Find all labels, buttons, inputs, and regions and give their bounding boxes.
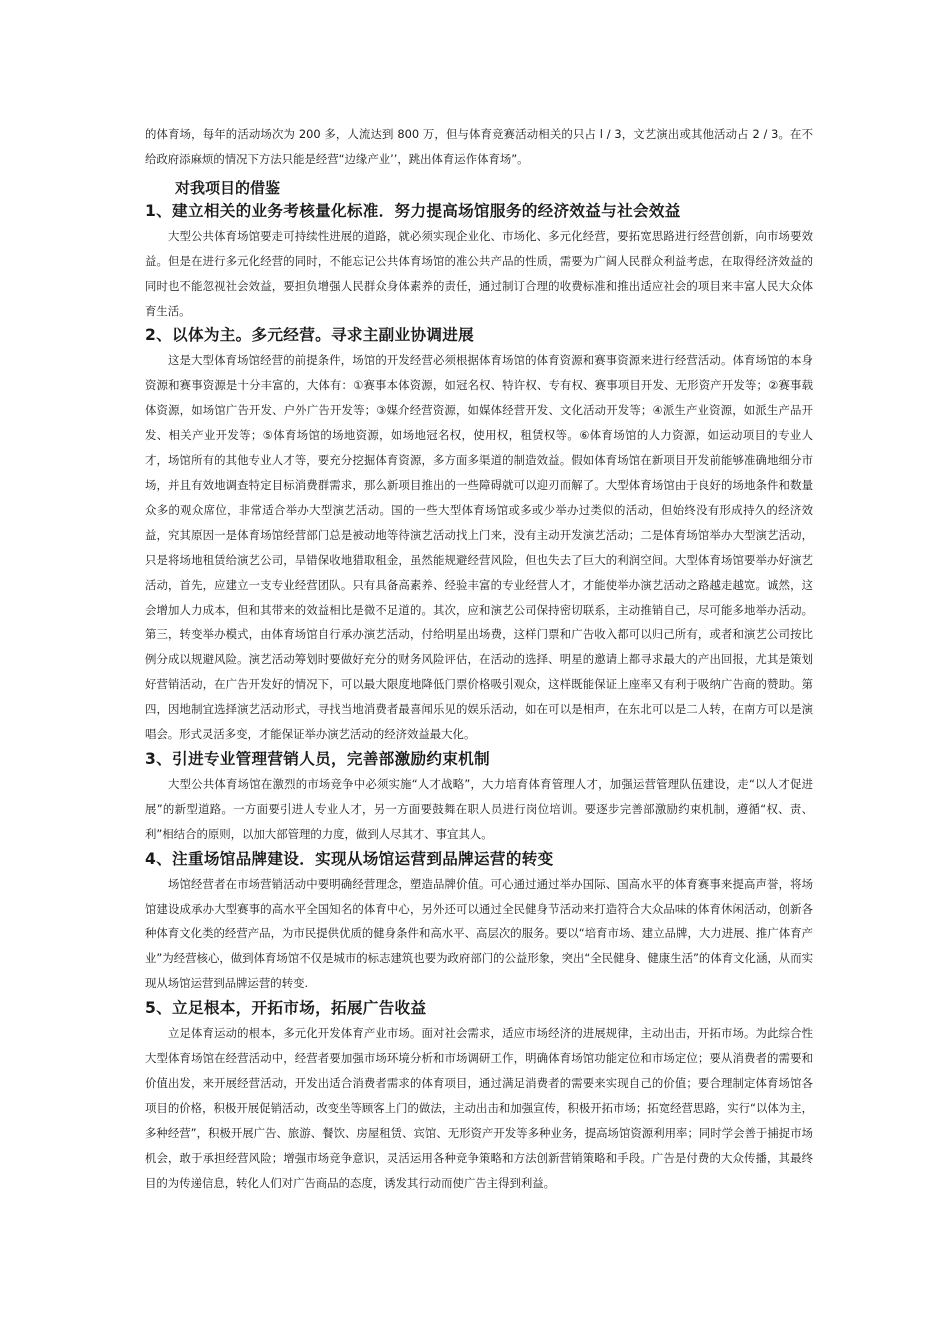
- section-5-body: 立足体育运动的根本，多元化开发体育产业市场。面对社会需求，适应市场经济的进展规律，主动出击，开拓市场。为此综合性大型体育场馆在经营活动中，经营者要加强市场环境分析和市场调研工作，明确体育场馆功能定位和市场定位；要从消费者的需要和价值出发，来开展经营活动，开发出适合消费者需求的体育项目，通过满足消费者的需要来实现自己的价值；要合理制定体育场馆各项目的价格，积极开展促销活动，改变坐等顾客上门的做法，主动出击和加强宣传，积极开拓市场；拓宽经营思路，实行“以体为主，多种经营”，积极开展广告、旅游、餐饮、房屋租赁、宾馆、无形资产开发等多种业务，提高场馆资源利用率；同时学会善于捕捉市场机会，敢于承担经营风险；增强市场竞争意识，灵活运用各种竞争策略和方法创新营销策略和手段。广告是付费的大众传播，其最终目的为传递信息，转化人们对广告商品的态度，诱发其行动而使广告主得到利益。: [145, 1026, 813, 1190]
- section-subtitle: 对我项目的借鉴: [175, 178, 281, 197]
- section-1-heading: 1、建立相关的业务考核量化标准．努力提高场馆服务的经济效益与社会效益: [145, 201, 681, 220]
- section-4-body: 场馆经营者在市场营销活动中要明确经营理念，塑造品牌价值。可心通过通过举办国际、国高水平的体育赛事来提高声誉，将场馆建设成承办大型赛事的高水平全国知名的体育中心，另外还可以通过全民健身节活动来打造符合大众品味的体育休闲活动，创新各种体育文化类的经营产品，为市民提供优质的健身条件和高水平、高层次的服务。要以“培育市场、建立品牌，大力进展、推广体育产业”为经营核心，做到体育场馆不仅是城市的标志建筑也要为政府部门的公益形象，突出“全民健身、健康生活”的体育文化涵，从而实现从场馆运营到品牌运营的转变.: [145, 876, 813, 991]
- section-5-heading: 5、立足根本，开拓市场，拓展广告收益: [145, 999, 427, 1018]
- section-2-heading: 2、以体为主。多元经营。寻求主副业协调进展: [145, 326, 475, 345]
- section-4-heading: 4、注重场馆品牌建设．实现从场馆运营到品牌运营的转变: [145, 849, 554, 868]
- section-1-body: 大型公共体育场馆要走可持续性进展的道路，就必须实现企业化、市场化、多元化经营，要拓宽思路进行经营创新，向市场要效益。但是在进行多元化经营的同时，不能忘记公共体育场馆的准公共产品的性质，需要为广阔人民群众利益考虑，在取得经济效益的同时也不能忽视社会效益，要担负增强人民群众身体素养的责任，通过制订合理的收费标准和推出适应社会的项目来丰富人民大众体育生活。: [145, 228, 813, 318]
- intro-paragraph: 的体育场，每年的活动场次为 200 多，人流达到 800 万，但与体育竞赛活动相关的只占 l / 3，文艺演出或其他活动占 2 / 3。在不给政府添麻烦的情况下方法只能是经营“边缘产业’’，跳出体育运作体育场”。: [145, 127, 813, 166]
- section-3-heading: 3、引进专业管理营销人员，完善部激励约束机制: [145, 749, 490, 768]
- section-2-body: 这是大型体育场馆经营的前提条件，场馆的开发经营必须根据体育场馆的体育资源和赛事资源来进行经营活动。体育场馆的本身资源和赛事资源是十分丰富的，大体有：①赛事本体资源，如冠名权、特许权、专有权、赛事项目开发、无形资产开发等；②赛事载体资源，如场馆广告开发、户外广告开发等；③媒介经营资源，如媒体经营开发、文化活动开发等；④派生产业资源，如派生产品开发、相关产业开发等；⑤体育场馆的场地资源，如场地冠名权，使用权，租赁权等。⑥体育场馆的人力资源，如运动项目的专业人才，场馆所有的其他专业人才等，要充分挖掘体育资源，多方面多渠道的制造效益。假如体育场馆在新项目开发前能够准确地细分市场，并且有效地调查特定目标消费群需求，那么新项目推出的一些障碍就可以迎刃而解了。大型体育场馆由于良好的场地条件和数量众多的观众席位，非常适合举办大型演艺活动。国的一些大型体育场馆或多或少举办过类似的活动，但始终没有形成持久的经济效益，究其原因一是体育场馆经营部门总是被动地等待演艺活动找上门来，没有主动开发演艺活动；二是体育场馆举办大型演艺活动，只是将场地租赁给演艺公司，旱错保收地猎取租金，虽然能规避经营风险，但也失去了巨大的利润空间。大型体育场馆要举办好演艺活动，首先，应建立一支专业经营团队。只有具备高素养、经验丰富的专业经营人才，才能使举办演艺活动之路越走越宽。诚然，这会增加人力成本，但和其带来的效益相比是微不足道的。其次，应和演艺公司保持密切联系，主动推销自己，尽可能多地举办活动。第三，转变举办模式，由体育场馆自行承办演艺活动，付给明星出场费，这样门票和广告收入都可以归己所有，或者和演艺公司按比例分成以规避风险。演艺活动筹划时要做好充分的财务风险评估，在活动的选择、明星的邀请上都寻求最大的产出回报，尤其是策划好营销活动，在广告开发好的情况下，可以最大限度地降低门票价格吸引观众，这样既能保证上座率又有利于吸纳广告商的赞助。第四，因地制宜选择演艺活动形式，寻找当地消费者最喜闻乐见的娱乐活动，如在可以是相声，在东北可以是二人转，在南方可以是演唱会。形式灵活多变，才能保证举办演艺活动的经济效益最大化。: [145, 353, 813, 742]
- document-page: [145, 122, 813, 1196]
- section-3-body: 大型公共体育场馆在激烈的市场竞争中必须实施“人才战略”，大力培育体育管理人才，加强运营管理队伍建设，走“以人才促进展”的新型道路。一方面要引进人专业人才，另一方面要鼓舞在职人员进行岗位培训。要逐步完善部激励约束机制，遵循“权、责、利”相结合的原则，以加大部管理的力度，做到人尽其才、事宜其人。: [145, 776, 813, 841]
